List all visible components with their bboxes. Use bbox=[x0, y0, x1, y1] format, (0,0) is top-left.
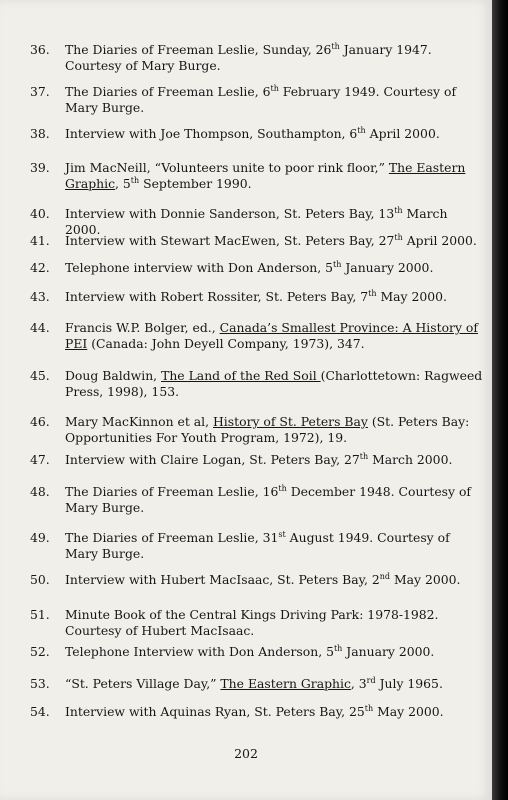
publication-title: The Eastern Graphic bbox=[65, 160, 466, 191]
endnote-text bbox=[65, 368, 483, 400]
endnote-text bbox=[65, 260, 483, 276]
text-segment: Francis W.P. Bolger, ed., bbox=[65, 320, 220, 335]
endnote-number: 53. bbox=[30, 676, 50, 691]
ordinal-suffix: th bbox=[331, 42, 340, 51]
text-segment: Interview with Joe Thompson, Southampton, 6 bbox=[65, 126, 358, 141]
text-segment: Interview with Robert Rossiter, St. Peters Bay, 7 bbox=[65, 289, 369, 304]
text-segment: Interview with Donnie Sanderson, St. Peters Bay, 13 bbox=[65, 206, 395, 221]
ordinal-suffix: th bbox=[333, 260, 342, 269]
endnote-number: 46. bbox=[30, 414, 50, 429]
ordinal-suffix: th bbox=[270, 84, 279, 93]
endnote-text bbox=[65, 484, 483, 516]
endnote-number: 49. bbox=[30, 530, 50, 545]
endnote-text bbox=[65, 572, 483, 588]
endnote-number: 38. bbox=[30, 126, 50, 141]
endnote-number: 52. bbox=[30, 644, 50, 659]
ordinal-suffix: th bbox=[357, 126, 366, 135]
text-segment: May 2000. bbox=[390, 572, 461, 587]
ordinal-suffix: th bbox=[359, 452, 369, 461]
ordinal-suffix: th bbox=[130, 176, 140, 185]
text-segment: December 1948. Courtesy of Mary Burge. bbox=[65, 484, 472, 515]
text-segment: January 1947. Courtesy of Mary Burge. bbox=[65, 42, 432, 73]
text-segment: May 2000. bbox=[373, 704, 444, 719]
endnote-text bbox=[65, 84, 483, 116]
endnote-number: 42. bbox=[30, 260, 50, 275]
page-number: 202 bbox=[234, 746, 258, 761]
endnote-text bbox=[65, 607, 483, 639]
text-segment: Interview with Claire Logan, St. Peters Bay, 27 bbox=[65, 452, 360, 467]
text-segment: , 3 bbox=[350, 676, 367, 691]
text-segment: The Diaries of Freeman Leslie, 6 bbox=[65, 84, 271, 99]
text-segment: (Charlottetown: Ragweed Press, 1998), 153. bbox=[65, 368, 483, 399]
text-segment: Interview with Stewart MacEwen, St. Peters Bay, 27 bbox=[65, 233, 395, 248]
endnote-number: 41. bbox=[30, 233, 50, 248]
ordinal-suffix: th bbox=[364, 704, 374, 713]
text-segment: March 2000. bbox=[368, 452, 453, 467]
text-segment: May 2000. bbox=[376, 289, 447, 304]
text-segment: (St. Peters Bay: Opportunities For Youth Program, 1972), 19. bbox=[65, 414, 470, 445]
endnote-number: 47. bbox=[30, 452, 50, 467]
text-segment: , 5 bbox=[115, 176, 131, 191]
endnote-number: 36. bbox=[30, 42, 50, 57]
text-segment: Doug Baldwin, bbox=[65, 368, 162, 383]
ordinal-suffix: rd bbox=[366, 676, 376, 685]
text-segment: January 2000. bbox=[342, 644, 435, 659]
publication-title: The Land of the Red Soil bbox=[161, 368, 321, 383]
publication-title: The Eastern Graphic bbox=[220, 676, 351, 691]
endnote-number: 40. bbox=[30, 206, 50, 221]
endnote-number: 44. bbox=[30, 320, 50, 335]
ordinal-suffix: nd bbox=[379, 572, 391, 581]
endnote-text bbox=[65, 160, 483, 192]
ordinal-suffix: st bbox=[278, 530, 286, 539]
text-segment: March 2000. bbox=[65, 206, 448, 237]
endnote-number: 39. bbox=[30, 160, 50, 175]
text-segment: January 2000. bbox=[341, 260, 434, 275]
endnote-number: 54. bbox=[30, 704, 50, 719]
ordinal-suffix: th bbox=[394, 206, 403, 215]
text-segment: April 2000. bbox=[402, 233, 477, 248]
text-segment: April 2000. bbox=[365, 126, 440, 141]
text-segment: The Diaries of Freeman Leslie, Sunday, 26 bbox=[65, 42, 332, 57]
text-segment: “St. Peters Village Day,” bbox=[65, 676, 221, 691]
endnote-text bbox=[65, 704, 483, 720]
text-segment: July 1965. bbox=[375, 676, 443, 691]
endnote-number: 37. bbox=[30, 84, 50, 99]
endnote-number: 51. bbox=[30, 607, 50, 622]
text-segment: Jim MacNeill, “Volunteers unite to poor rink floor,” bbox=[65, 160, 389, 175]
endnote-number: 43. bbox=[30, 289, 50, 304]
text-segment: Mary MacKinnon et al, bbox=[65, 414, 213, 429]
text-segment: Telephone interview with Don Anderson, 5 bbox=[65, 260, 334, 275]
text-segment: The Diaries of Freeman Leslie, 16 bbox=[65, 484, 279, 499]
text-segment: August 1949. Courtesy of Mary Burge. bbox=[65, 530, 450, 561]
endnote-text bbox=[65, 320, 483, 352]
endnote-number: 45. bbox=[30, 368, 50, 383]
text-segment: Interview with Aquinas Ryan, St. Peters Bay, 25 bbox=[65, 704, 365, 719]
book-spine-shadow bbox=[492, 0, 508, 800]
endnote-text bbox=[65, 452, 483, 468]
endnote-text bbox=[65, 42, 483, 74]
publication-title: Canada’s Smallest Province: A History of PEI bbox=[65, 320, 478, 351]
text-segment: Telephone Interview with Don Anderson, 5 bbox=[65, 644, 334, 659]
endnote-text bbox=[65, 414, 483, 446]
endnote-text bbox=[65, 289, 483, 305]
ordinal-suffix: th bbox=[394, 233, 403, 242]
ordinal-suffix: th bbox=[278, 484, 287, 493]
text-segment: February 1949. Courtesy of Mary Burge. bbox=[65, 84, 457, 115]
text-segment: Interview with Hubert MacIsaac, St. Peters Bay, 2 bbox=[65, 572, 380, 587]
text-segment: September 1990. bbox=[139, 176, 252, 191]
ordinal-suffix: th bbox=[333, 644, 343, 653]
ordinal-suffix: th bbox=[368, 289, 377, 298]
endnote-number: 50. bbox=[30, 572, 50, 587]
publication-title: History of St. Peters Bay bbox=[213, 414, 368, 429]
endnote-text bbox=[65, 676, 483, 692]
endnote-text bbox=[65, 233, 483, 249]
endnote-text bbox=[65, 644, 483, 660]
text-segment: Minute Book of the Central Kings Driving Park: 1978-1982. Courtesy of Hubert MacIsaac. bbox=[65, 607, 439, 638]
endnote-text bbox=[65, 126, 483, 142]
endnote-text bbox=[65, 530, 483, 562]
endnote-number: 48. bbox=[30, 484, 50, 499]
text-segment: (Canada: John Deyell Company, 1973), 347. bbox=[87, 336, 365, 351]
text-segment: The Diaries of Freeman Leslie, 31 bbox=[65, 530, 279, 545]
